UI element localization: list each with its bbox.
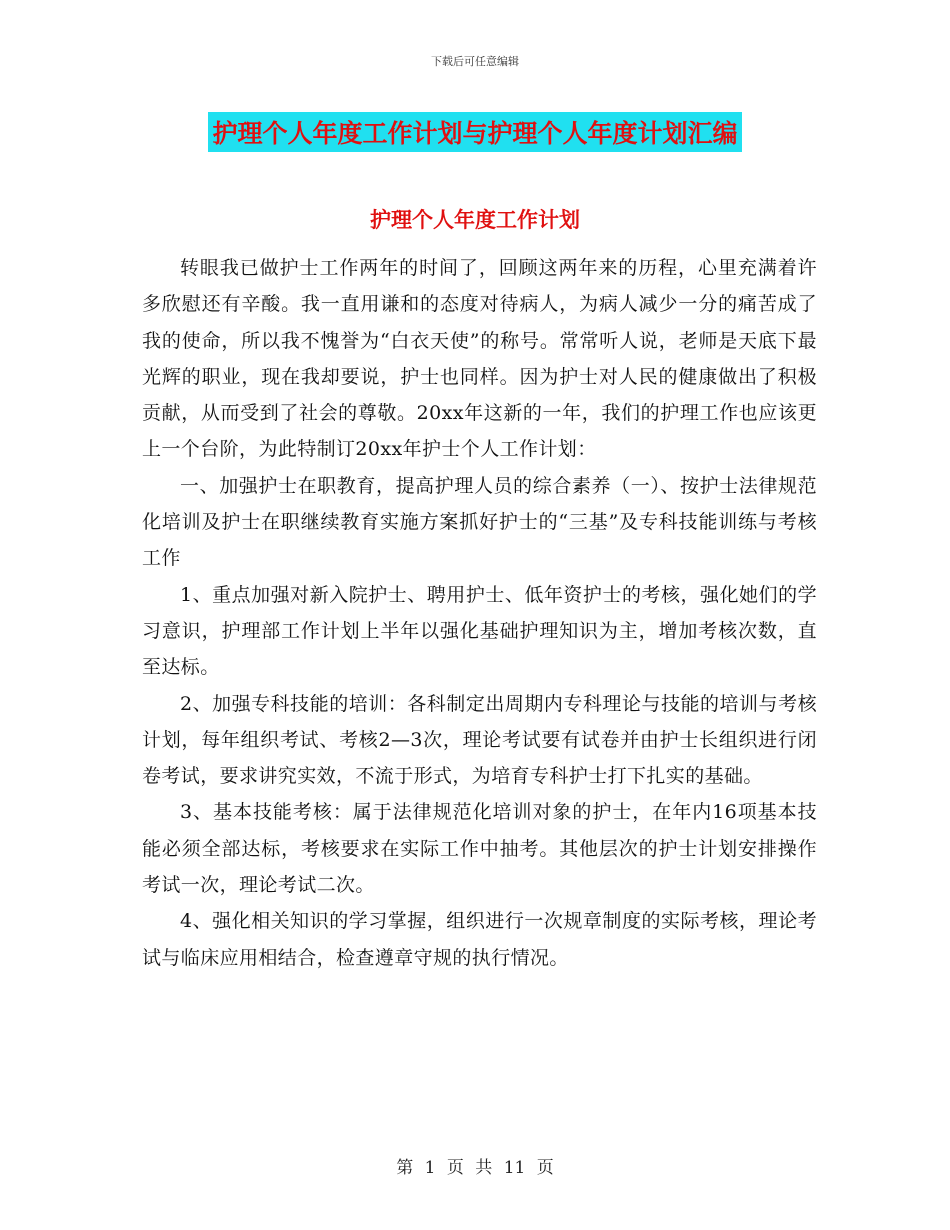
section-title: 护理个人年度工作计划 [370,208,580,232]
paragraph-item-1: 1、重点加强对新入院护士、聘用护士、低年资护士的考核，强化她们的学习意识，护理部工作计划上半年以强化基础护理知识为主，增加考核次数，直至达标。 [142,583,817,679]
paragraph-intro: 转眼我已做护士工作两年的时间了，回顾这两年来的历程，心里充满着许多欣慰还有辛酸。我一直用谦和的态度对待病人，为病人减少一分的痛苦成了我的使命，所以我不愧誉为“白衣天使”的称号。常常听人说，老师是天底下最光辉的职业，现在我却要说，护士也同样。因为护士对人民的健康做出了积极贡献，从而受到了社会的尊敬。20xx年这新的一年，我们的护理工作也应该更上一个台阶，为此特制订20xx年护士个人工作计划： [142,257,817,461]
document-body [142,250,817,976]
document-title-container [0,112,950,152]
paragraph-section-one: 一、加强护士在职教育，提高护理人员的综合素养（一）、按护士法律规范化培训及护士在职继续教育实施方案抓好护士的“三基”及专科技能训练与考核工作 [142,474,817,570]
header-note: 下载后可任意编辑 [431,55,519,68]
paragraph-item-4: 4、强化相关知识的学习掌握，组织进行一次规章制度的实际考核，理论考试与临床应用相结合，检查遵章守规的执行情况。 [142,910,817,969]
document-title: 护理个人年度工作计划与护理个人年度计划汇编 [208,112,741,152]
paragraph-item-3: 3、基本技能考核：属于法律规范化培训对象的护士，在年内16项基本技能必须全部达标，考核要求在实际工作中抽考。其他层次的护士计划安排操作考试一次，理论考试二次。 [142,801,817,897]
page-number-footer: 第 1 页 共 11 页 [396,1158,554,1178]
paragraph-item-2: 2、加强专科技能的培训：各科制定出周期内专科理论与技能的培训与考核计划，每年组织考试、考核2—3次，理论考试要有试卷并由护士长组织进行闭卷考试，要求讲究实效，不流于形式，为培育专科护士打下扎实的基础。 [142,692,817,788]
